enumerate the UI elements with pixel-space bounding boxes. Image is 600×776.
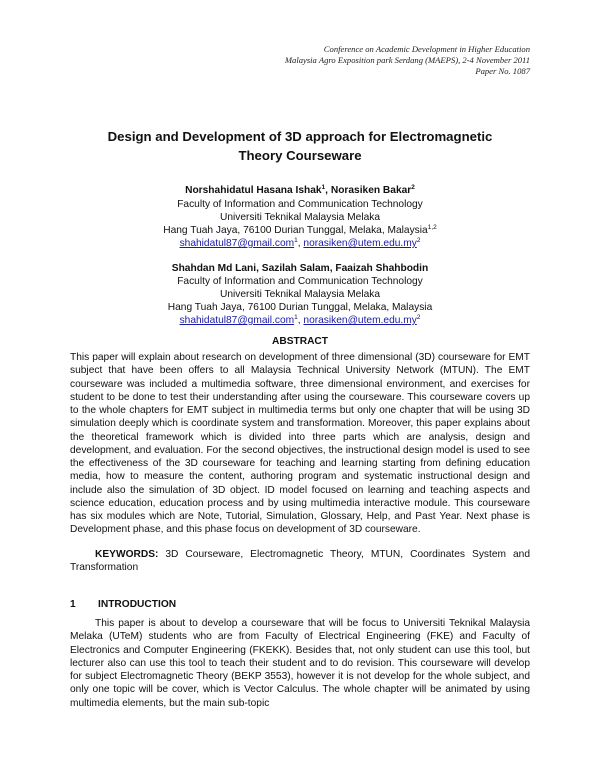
keywords-label: KEYWORDS: <box>95 549 159 560</box>
email-sup: 1 <box>294 237 298 244</box>
author-sup: 2 <box>411 184 415 191</box>
address-text: Hang Tuah Jaya, 76100 Durian Tunggal, Melaka, Malaysia <box>163 225 428 236</box>
author-names-2: Shahdan Md Lani, Sazilah Salam, Faaizah Shahbodin <box>171 263 429 274</box>
keywords-text: 3D Courseware, Electromagnetic Theory, MTUN, Coordinates System and Transformation <box>70 549 530 574</box>
email-sup: 1 <box>294 314 298 321</box>
faculty-1: Faculty of Information and Communication Technology <box>177 199 423 210</box>
emails-1 <box>0 237 600 250</box>
author-name: Norasiken Bakar <box>330 185 412 196</box>
university-2: Universiti Teknikal Malaysia Melaka <box>219 289 381 300</box>
university-1: Universiti Teknikal Malaysia Melaka <box>219 212 381 223</box>
abstract-heading: ABSTRACT <box>271 336 329 347</box>
conference-venue: Malaysia Agro Exposition park Serdang (MAEPS), 2-4 November 2011 <box>284 55 530 66</box>
author-names-1 <box>0 184 600 197</box>
title-line-2: Theory Courseware <box>238 148 362 163</box>
section-heading-introduction <box>70 599 176 610</box>
conference-header <box>110 44 530 78</box>
abstract-text: This paper will explain about research on development of three dimensional (3D) courseware for EMT subject that have been offers to all Malaysia Technical University Network (MTUN). The EMT courseware was included a multimedia software, three dimensional environment, and exercises for student to be done to test their understanding after using the courseware. This courseware covers up to the whole chapters for EMT subject in multimedia terms but only one chapter that will be using 3D simulation deeply which is coordinate system and transformation. Moreover, this paper explains about the theoretical framework which is divided into three parts which are analysis, design and development, and evaluation. For the second objectives, the instructional design model is used to see the effectiveness of the 3D courseware for teaching and learning starting from defining education media, how to measure the content, authoring program and systematic instructional design and include also the simulation of 3D object. ID model focused on learning and teaching aspects and science education, education process and by using multimedia interactive module. This courseware has six modules which are Note, Tutorial, Simulation, Glossary, Help, and Past Year. Next phase is Development phase, and this phase focus on development of 3D courseware. <box>70 352 530 536</box>
author-name: Norshahidatul Hasana Ishak <box>185 185 322 196</box>
introduction-text: This paper is about to develop a courseware that will be focus to Universiti Teknikal Malaysia Melaka (UTeM) students who are from Faculty of Electrical Engineering (FKE) and Faculty of Electronics and Computer Engineering (FKEKK). Besides that, not only student can use this tool, but lecturer also can use this tool to teach their student and to do revision. This courseware will develop for subject Electromagnetic Theory (BEKP 3553), however it is not develop for the whole subject, and only one topic will be cover, which is Vector Calculus. The whole chapter will be animated by using multimedia elements, but the main sub-topic <box>70 618 530 709</box>
author-sup: 1 <box>321 184 326 191</box>
section-number: 1 <box>70 599 76 610</box>
address-2: Hang Tuah Jaya, 76100 Durian Tunggal, Melaka, Malaysia <box>167 302 433 313</box>
address-1 <box>0 224 600 237</box>
author-separator: , <box>325 185 331 196</box>
email-link[interactable]: shahidatul87@gmail.com <box>179 238 295 249</box>
paper-title <box>70 127 530 165</box>
email-separator: , <box>297 238 304 249</box>
email-sup: 2 <box>416 237 421 244</box>
emails-2 <box>0 314 600 327</box>
title-line-1: Design and Development of 3D approach for Electromagnetic <box>107 129 493 144</box>
email-link[interactable]: shahidatul87@gmail.com <box>179 315 295 326</box>
faculty-2: Faculty of Information and Communication Technology <box>177 276 423 287</box>
email-separator: , <box>297 315 304 326</box>
conference-name: Conference on Academic Development in Higher Education <box>323 44 530 54</box>
address-sup: 1,2 <box>427 224 437 231</box>
keywords <box>70 548 530 575</box>
paper-number: Paper No. 1087 <box>475 66 530 77</box>
email-sup: 2 <box>416 314 421 321</box>
section-title: INTRODUCTION <box>98 599 177 610</box>
email-link[interactable]: norasiken@utem.edu.my <box>303 238 417 249</box>
email-link[interactable]: norasiken@utem.edu.my <box>303 315 417 326</box>
